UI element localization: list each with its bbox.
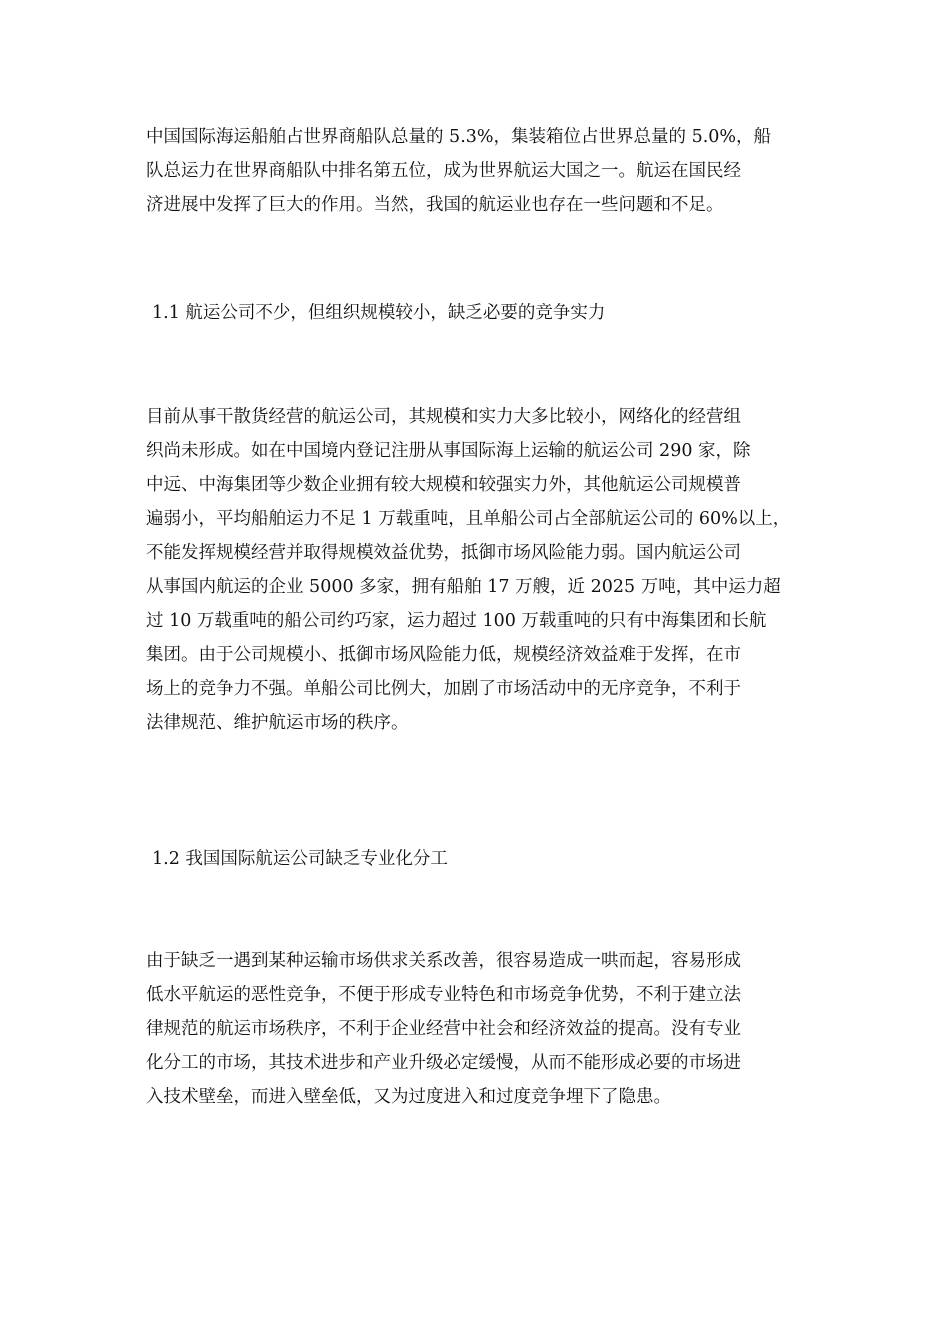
text-line: 场上的竞争力不强。单船公司比例大，加剧了市场活动中的无序竞争，不利于 <box>146 679 741 699</box>
text-line: 低水平航运的恶性竞争，不便于形成专业特色和市场竞争优势，不利于建立法 <box>146 985 741 1005</box>
text-line: 不能发挥规模经营并取得规模效益优势，抵御市场风险能力弱。国内航运公司 <box>146 543 741 563</box>
text-line: 由于缺乏一遇到某种运输市场供求关系改善，很容易造成一哄而起，容易形成 <box>146 951 741 971</box>
text-line: 遍弱小，平均船舶运力不足 1 万载重吨，且单船公司占全部航运公司的 60%以上， <box>146 509 791 529</box>
text-line: 织尚未形成。如在中国境内登记注册从事国际海上运输的航运公司 290 家，除 <box>146 441 751 461</box>
text-line: 中远、中海集团等少数企业拥有较大规模和较强实力外，其他航运公司规模普 <box>146 475 741 495</box>
section-1-2-paragraph <box>146 944 816 1114</box>
text-line: 入技术壁垒，而进入壁垒低，又为过度进入和过度竞争埋下了隐患。 <box>146 1087 671 1107</box>
text-line: 法律规范、维护航运市场的秩序。 <box>146 713 409 733</box>
text-line: 目前从事干散货经营的航运公司，其规模和实力大多比较小，网络化的经营组 <box>146 407 741 427</box>
section-heading-1-2: 1.2 我国国际航运公司缺乏专业化分工 <box>152 849 448 869</box>
text-line: 律规范的航运市场秩序，不利于企业经营中社会和经济效益的提高。没有专业 <box>146 1019 741 1039</box>
intro-paragraph <box>146 120 816 222</box>
text-line: 从事国内航运的企业 5000 多家，拥有船舶 17 万艘，近 2025 万吨，其中运力超 <box>146 577 781 597</box>
text-line: 中国国际海运船舶占世界商船队总量的 5.3%，集装箱位占世界总量的 5.0%，船 <box>146 127 772 147</box>
section-1-1-paragraph <box>146 400 816 740</box>
text-line: 化分工的市场，其技术进步和产业升级必定缓慢，从而不能形成必要的市场进 <box>146 1053 741 1073</box>
text-line: 集团。由于公司规模小、抵御市场风险能力低，规模经济效益难于发挥，在市 <box>146 645 741 665</box>
text-line: 队总运力在世界商船队中排名第五位，成为世界航运大国之一。航运在国民经 <box>146 161 741 181</box>
section-heading-1-1: 1.1 航运公司不少，但组织规模较小，缺乏必要的竞争实力 <box>152 303 606 323</box>
text-line: 济进展中发挥了巨大的作用。当然，我国的航运业也存在一些问题和不足。 <box>146 195 724 215</box>
text-line: 过 10 万载重吨的船公司约巧家，运力超过 100 万载重吨的只有中海集团和长航 <box>146 611 767 631</box>
